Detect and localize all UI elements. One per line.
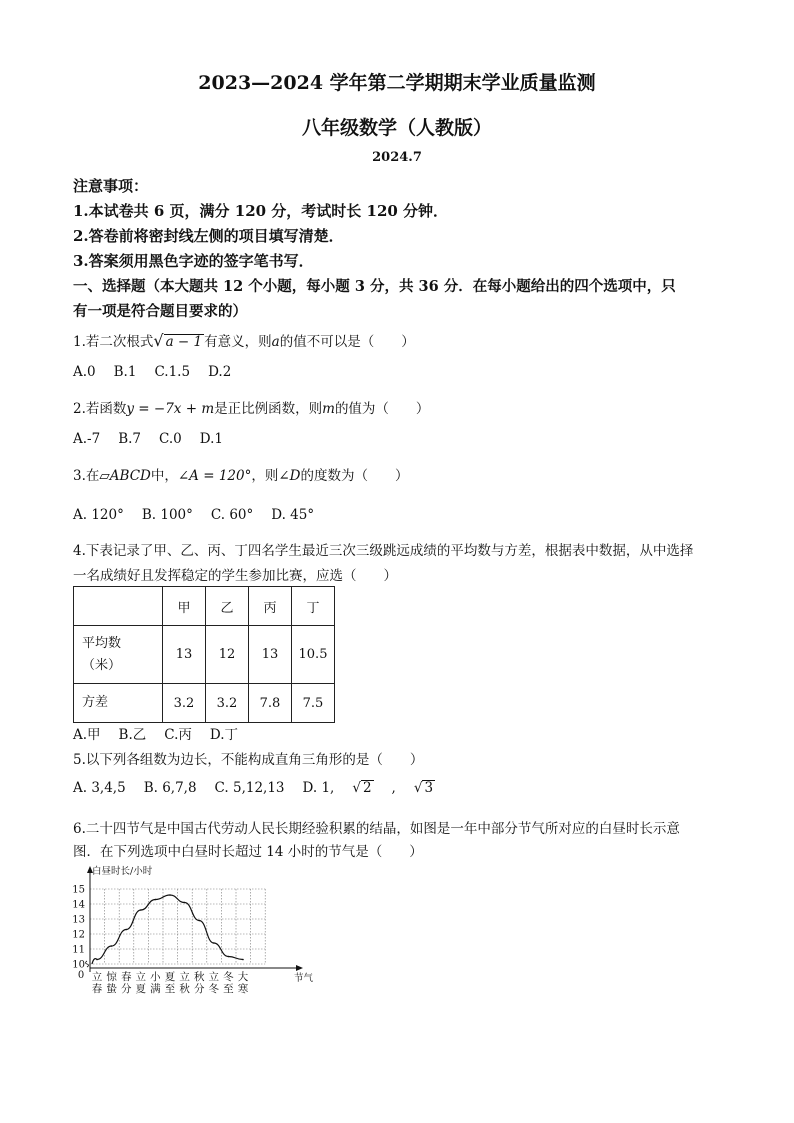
- question-4-options: [73, 723, 256, 743]
- x-tick-label: 分: [193, 983, 205, 995]
- q1-text2: 有意义，则: [204, 334, 272, 350]
- axis-break: [86, 961, 89, 967]
- x-tick-label: 分: [120, 983, 132, 995]
- x-tick-label: 夏: [164, 971, 176, 983]
- table-cell: 13: [163, 626, 206, 684]
- x-tick-label: 秋: [193, 971, 205, 983]
- daylight-curve: [92, 895, 243, 964]
- q3-angle2: ∠D: [278, 468, 301, 484]
- x-tick-label: 立: [91, 971, 103, 983]
- x-tick-label: 春: [120, 971, 132, 983]
- exam-subtitle: 八年级数学（人教版）: [301, 117, 492, 139]
- table-header: 甲: [163, 587, 206, 626]
- option-c[interactable]: C.丙: [164, 727, 192, 743]
- data-point: [155, 899, 157, 901]
- q1-text3: 的值不可以是（ ）: [279, 334, 415, 350]
- x-tick-label: 冬: [208, 983, 220, 995]
- table-row: [74, 684, 335, 723]
- option-a[interactable]: A.0: [73, 364, 96, 380]
- q2-text: 2.若函数: [73, 401, 127, 417]
- table-corner: [74, 587, 163, 626]
- option-b[interactable]: B.乙: [118, 727, 147, 743]
- x-tick-label: 满: [150, 983, 161, 995]
- table-cell: 12: [206, 626, 249, 684]
- y-tick-label: 11: [72, 944, 85, 956]
- data-point: [96, 959, 98, 961]
- question-5-stem: 5.以下列各组数为边长，不能构成直角三角形的是（ ）: [73, 752, 424, 768]
- daylight-chart: [60, 864, 340, 1000]
- data-point: [213, 942, 215, 944]
- question-2-stem: [73, 397, 429, 417]
- question-4-stem-cont: 一名成绩好且发挥稳定的学生参加比赛，应选（ ）: [73, 568, 397, 584]
- option-c[interactable]: C.1.5: [154, 364, 191, 380]
- q1-radicand: a − 1: [165, 334, 203, 350]
- option-a[interactable]: A.甲: [73, 727, 101, 743]
- x-tick-label: 秋: [179, 983, 190, 995]
- notes-item: 3.答案须用黑色字迹的签字笔书写．: [73, 252, 314, 270]
- option-b[interactable]: B.1: [113, 364, 137, 380]
- x-tick-label: 大: [237, 971, 249, 983]
- notes-heading: 注意事项：: [73, 177, 149, 195]
- question-5-options: [73, 780, 471, 796]
- x-tick-label: 蛰: [106, 983, 117, 995]
- x-tick-label: 小: [150, 971, 161, 983]
- table-cell: 3.2: [163, 684, 206, 723]
- table-header: 乙: [206, 587, 249, 626]
- question-1-stem: 1.若二次根式√ a − 1 有意义，则a的值不可以是（ ）: [73, 331, 415, 350]
- option-c[interactable]: C. 5,12,13: [214, 780, 285, 796]
- chart-grid: [90, 889, 265, 964]
- table-header-row: [74, 587, 335, 626]
- notes-item: 1.本试卷共 6 页，满分 120 分，考试时长 120 分钟．: [73, 202, 449, 220]
- chart-marks: [92, 894, 244, 964]
- option-a[interactable]: A.-7: [73, 431, 101, 447]
- option-c[interactable]: C.0: [159, 431, 182, 447]
- y-tick-label: 13: [72, 914, 85, 926]
- data-point: [242, 959, 244, 961]
- table-header: 丙: [249, 587, 292, 626]
- table-cell: 10.5: [292, 626, 335, 684]
- data-point: [198, 920, 200, 922]
- y-tick-label: 12: [72, 929, 85, 941]
- x-tick-label: 至: [164, 983, 176, 995]
- x-tick-label: 冬: [223, 971, 234, 983]
- table-row: [74, 626, 335, 684]
- question-3-options: [73, 507, 332, 523]
- q1-text: 1.若二次根式: [73, 334, 154, 350]
- option-d-radicand: 3: [424, 780, 434, 796]
- exam-date: 2024.7: [372, 150, 422, 165]
- x-tick-label: 春: [91, 983, 103, 995]
- data-point: [228, 956, 230, 958]
- y-tick-label: 14: [72, 899, 85, 911]
- data-point: [140, 909, 142, 911]
- q2-text3: 的值为（ ）: [334, 401, 430, 417]
- y-tick-label: 15: [72, 884, 85, 896]
- x-axis-label: 节气: [294, 973, 314, 984]
- option-b[interactable]: B. 6,7,8: [143, 780, 197, 796]
- table-cell: 7.5: [292, 684, 335, 723]
- option-d-sep: ,: [391, 780, 396, 796]
- option-b[interactable]: B.7: [118, 431, 142, 447]
- option-d-radicand: 2: [362, 780, 372, 796]
- option-d[interactable]: D. 45°: [271, 507, 315, 523]
- option-c[interactable]: C. 60°: [210, 507, 254, 523]
- origin-label: 0: [77, 970, 85, 981]
- question-2-options: [73, 431, 241, 447]
- data-point: [111, 945, 113, 947]
- section-heading: 一、选择题（本大题共 12 个小题，每小题 3 分，共 36 分．在每小题给出的四个选项中，只: [73, 278, 676, 295]
- row-label-line: 平均数: [82, 635, 122, 651]
- x-tick-label: 立: [179, 971, 190, 983]
- notes-item: 2.答卷前将密封线左侧的项目填写清楚．: [73, 227, 344, 245]
- x-tick-label: 惊: [106, 971, 117, 983]
- question-6-stem-cont: 图．在下列选项中白昼时长超过 14 小时的节气是（ ）: [73, 844, 423, 860]
- section-heading-cont: 有一项是符合题目要求的）: [73, 303, 247, 320]
- table-cell: 13: [249, 626, 292, 684]
- table-row-label: [74, 626, 163, 684]
- question-3-stem: [73, 464, 408, 484]
- table-row-label: 方差: [74, 684, 163, 723]
- x-tick-label: 立: [135, 971, 147, 983]
- option-b[interactable]: B. 100°: [141, 507, 193, 523]
- data-point: [125, 929, 127, 931]
- q3-angle: ∠A = 120°: [177, 468, 252, 484]
- q3-shape: ▱ABCD: [99, 468, 151, 484]
- option-d[interactable]: D.丁: [209, 727, 239, 743]
- table-cell: 7.8: [249, 684, 292, 723]
- q2-var: m: [322, 401, 335, 417]
- q2-formula: y = −7x + m: [126, 401, 215, 417]
- question-4-stem: 4.下表记录了甲、乙、丙、丁四名学生最近三次三级跳远成绩的平均数与方差，根据表中数据，从中选择: [73, 543, 694, 559]
- option-d[interactable]: D.2: [208, 364, 232, 380]
- question-6-stem: 6.二十四节气是中国古代劳动人民长期经验积累的结晶，如图是一年中部分节气所对应的白昼时长示意: [73, 821, 680, 837]
- q3-text2: 中，: [150, 468, 178, 484]
- option-a[interactable]: A. 120°: [73, 507, 124, 523]
- y-axis-label: 白昼时长/小时: [92, 866, 153, 877]
- q3-text3: ，则: [251, 468, 279, 484]
- option-d-text: D. 1,: [302, 780, 335, 796]
- data-point: [169, 894, 171, 896]
- exam-title: 2023—2024 学年第二学期期末学业质量监测: [198, 72, 596, 94]
- q1-var: a: [271, 334, 280, 350]
- x-tick-label: 寒: [237, 983, 249, 995]
- x-axis-arrow: [296, 965, 303, 971]
- q3-text4: 的度数为（ ）: [300, 468, 409, 484]
- row-label-line: （米）: [82, 657, 122, 673]
- chart-labels: [72, 865, 313, 995]
- x-tick-label: 立: [208, 971, 220, 983]
- x-tick-label: 至: [223, 983, 234, 995]
- score-table: [73, 586, 335, 723]
- table-header: 丁: [292, 587, 335, 626]
- option-d[interactable]: D.1: [199, 431, 223, 447]
- option-d[interactable]: D. 1, √ 2 , √ 3: [302, 780, 434, 796]
- data-point: [184, 902, 186, 904]
- table-cell: 3.2: [206, 684, 249, 723]
- q3-text: 3.在: [73, 468, 100, 484]
- q2-text2: 是正比例函数，则: [214, 401, 323, 417]
- y-tick-label: 10: [72, 959, 85, 971]
- option-a[interactable]: A. 3,4,5: [73, 780, 126, 796]
- question-1-options: [73, 364, 249, 380]
- x-tick-label: 夏: [135, 983, 147, 995]
